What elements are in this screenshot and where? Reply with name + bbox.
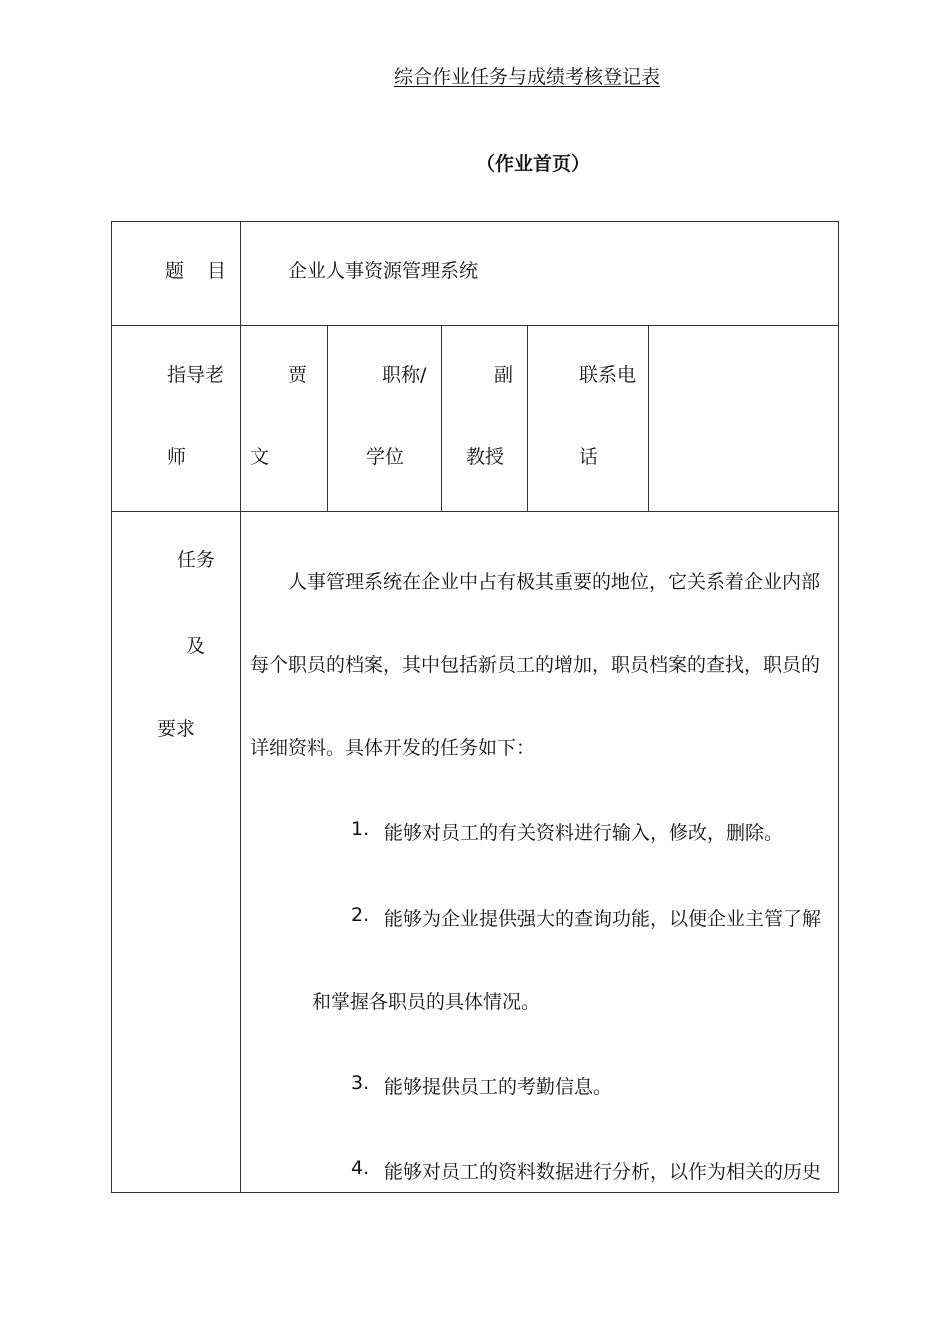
requirements-intro-line1: 人事管理系统在企业中占有极其重要的地位，它关系着企业内部: [288, 571, 821, 593]
advisor-label-line1: 指导老: [167, 364, 225, 386]
advisor-name-line2: 文: [250, 446, 270, 468]
requirement-item-4-text: 能够对员工的资料数据进行分析，以作为相关的历史: [384, 1161, 822, 1183]
table-divider-label-column: [240, 222, 241, 1192]
requirement-item-3-number: 3.: [351, 1072, 370, 1094]
title-degree-value-line1: 副: [494, 364, 514, 386]
topic-value: 企业人事资源管理系统: [288, 260, 479, 282]
title-degree-value-line2: 教授: [466, 446, 505, 468]
requirement-item-2-number: 2.: [351, 904, 370, 926]
requirements-label-line2: 及: [186, 635, 206, 657]
topic-label-part2: 目: [207, 260, 227, 282]
requirement-item-1-number: 1.: [351, 818, 370, 840]
requirement-item-2-text: 能够为企业提供强大的查询功能，以便企业主管了解: [384, 908, 822, 930]
requirements-intro-line3: 详细资料。具体开发的任务如下：: [250, 737, 536, 759]
phone-label-line2: 话: [579, 446, 599, 468]
phone-label-line1: 联系电: [579, 364, 637, 386]
requirement-item-1-text: 能够对员工的有关资料进行输入，修改，删除。: [384, 822, 784, 844]
document-subtitle: （作业首页）: [476, 153, 591, 175]
table-divider-title-value: [527, 325, 528, 511]
requirements-label-line1: 任务: [177, 549, 216, 571]
requirement-item-2-text-cont: 和掌握各职员的具体情况。: [312, 991, 541, 1013]
topic-label-part1: 题: [165, 260, 185, 282]
table-divider-title-label: [441, 325, 442, 511]
document-title: 综合作业任务与成绩考核登记表: [394, 66, 661, 88]
table-divider-advisor-name: [327, 325, 328, 511]
title-degree-label-line1: 职称/: [382, 364, 427, 386]
requirements-intro-line2: 每个职员的档案，其中包括新员工的增加，职员档案的查找，职员的: [250, 654, 821, 676]
requirements-label-line3: 要求: [157, 718, 196, 740]
registration-form-table: [111, 221, 839, 1193]
table-divider-phone-label: [648, 325, 649, 511]
title-degree-label-line2: 学位: [366, 446, 405, 468]
advisor-name-line1: 贾: [288, 364, 308, 386]
requirement-item-3-text: 能够提供员工的考勤信息。: [384, 1076, 613, 1098]
requirement-item-4-number: 4.: [351, 1157, 370, 1179]
table-divider-row2: [112, 511, 838, 512]
advisor-label-line2: 师: [167, 446, 187, 468]
table-divider-row1: [112, 325, 838, 326]
